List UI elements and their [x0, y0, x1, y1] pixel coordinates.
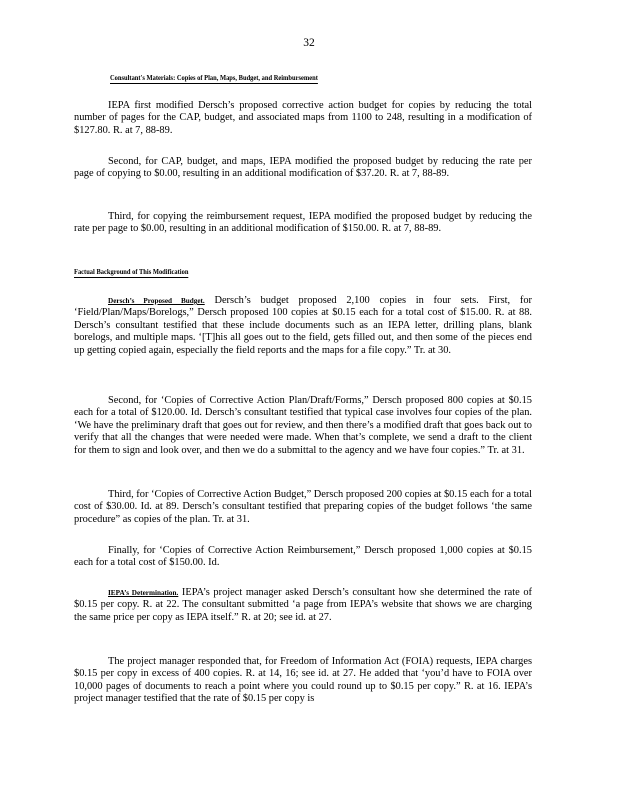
subheading-proposed-budget: Dersch’s Proposed Budget.	[108, 297, 205, 305]
paragraph-8-text: IEPA’s project manager asked Dersch’s consultant how she determined the rate of $0.15 per copy. R. at 22. The consultant submitted ‘a page from IEPA’s website that shows we are charging the same price per copy as IEPA itself.” R. at 20; see id. at 27.	[74, 587, 532, 623]
paragraph-3	[74, 211, 532, 236]
paragraph-2	[74, 156, 532, 181]
paragraph-7	[74, 545, 532, 570]
section-heading-consultants-materials: Consultant's Materials: Copies of Plan, Maps, Budget, and Reimbursement	[110, 74, 318, 82]
paragraph-6	[74, 489, 532, 526]
subheading-iepa-determination: IEPA’s Determination.	[108, 589, 179, 597]
paragraph-5	[74, 395, 532, 457]
paragraph-7-text: Finally, for ‘Copies of Corrective Action Reimbursement,” Dersch proposed 1,000 copies at $0.15 each for a total cost of $150.00. Id.	[74, 545, 532, 569]
paragraph-4-text: Dersch’s budget proposed 2,100 copies in four sets. First, for ‘Field/Plan/Maps/Borelogs,” Dersch proposed 100 copies at $0.15 each for a total cost of $15.00. R. at 88. Dersch’s consultant testified that these include documents such as an IEPA letter, drilling plans, blank borelogs, and multiple maps. ‘[T]his all goes out to the field, gets filled out, and then some of the pieces end up getting copied again, especially the field reports and the maps for a file copy.” Tr. at 30.	[74, 295, 532, 356]
paragraph-9	[74, 656, 532, 706]
paragraph-6-text: Third, for ‘Copies of Corrective Action Budget,” Dersch proposed 200 copies at $0.15 each for a total cost of $30.00. Id. at 89. Dersch’s consultant testified that preparing copies of the budget follows ‘the same procedure” as copies of the plan. Tr. at 31.	[74, 489, 532, 525]
paragraph-8	[74, 587, 532, 624]
paragraph-1	[74, 100, 532, 137]
paragraph-2-text: Second, for CAP, budget, and maps, IEPA modified the proposed budget by reducing the rate per page of copying to $0.00, resulting in an additional modification of $37.20. R. at 7, 88-89.	[74, 156, 532, 180]
page-number: 32	[303, 37, 315, 49]
paragraph-5-text: Second, for ‘Copies of Corrective Action Plan/Draft/Forms,” Dersch proposed 800 copies at $0.15 each for a total of $120.00. Id. Dersch’s consultant testified that typical case involves four copies of the plan. ‘We have the preliminary draft that goes out for review, and then there’s a modified draft that goes back out to verify that all the changes that were needed were made. When that’s complete, we send a draft to the client for them to sign and look over, and then we do a submittal to the agency and we have four copies.” Tr. at 31.	[74, 395, 532, 456]
paragraph-1-text: IEPA first modified Dersch’s proposed corrective action budget for copies by reducing the total number of pages for the CAP, budget, and associated maps from 1100 to 248, resulting in a modification of $127.80. R. at 7, 88-89.	[74, 100, 532, 136]
paragraph-3-text: Third, for copying the reimbursement request, IEPA modified the proposed budget by reducing the rate per page to $0.00, resulting in an additional modification of $150.00. R. at 7, 88-89.	[74, 211, 532, 235]
section-heading-factual-background: Factual Background of This Modification	[74, 268, 189, 276]
paragraph-4	[74, 295, 532, 357]
paragraph-9-text: The project manager responded that, for Freedom of Information Act (FOIA) requests, IEPA charges $0.15 per copy in excess of 400 copies. R. at 14, 16; see id. at 27. He added that ‘you’d have to FOIA over 10,000 pages of documents to reach a point where you could round up to $0.15 per copy.” R. at 16. IEPA’s project manager testified that the rate of $0.15 per copy is	[74, 656, 532, 705]
